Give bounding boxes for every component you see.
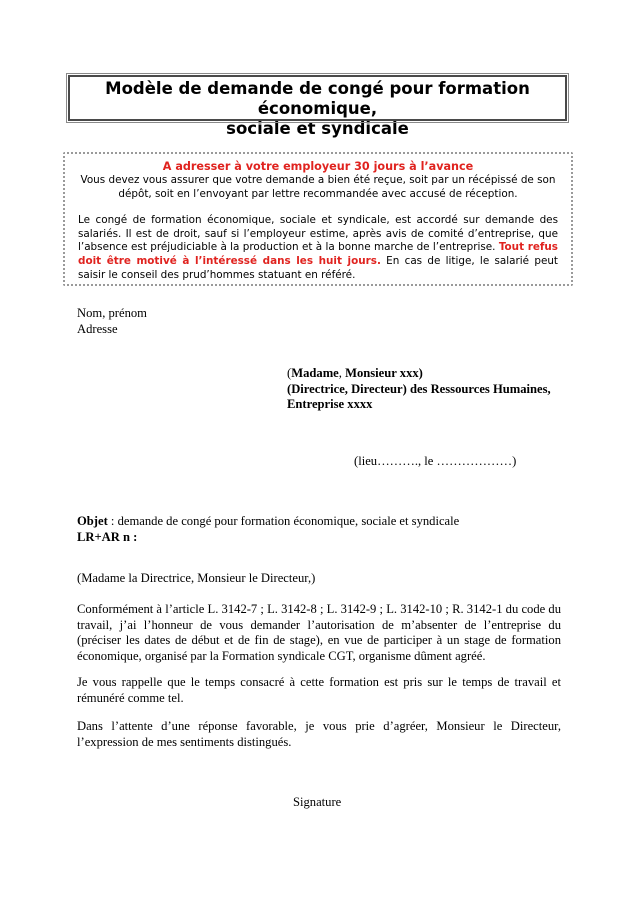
lrar-line: LR+AR n : <box>77 529 138 544</box>
greeting: (Madame la Directrice, Monsieur le Directeur,) <box>77 571 316 585</box>
body-paragraph-1: Conformément à l’article L. 3142-7 ; L. 3142-8 ; L. 3142-9 ; L. 3142-10 ; R. 3142-1 du code du travail, j’ai l’honneur de vous demander l’autorisation de m’absenter de l’entreprise du (préciser les dates de début et de fin de stage), en vue de participer à un stage de formation économique, organisé par la Formation syndicale CGT, organisme dûment agréé. <box>77 602 561 663</box>
title-line-1: Modèle de demande de congé pour formation économique, <box>105 79 530 118</box>
place-date: (lieu………., le ………………) <box>354 454 517 468</box>
notice-para-red: Tout refus doit être motivé à l’intéressé dans les huit jours. <box>78 241 558 267</box>
body-paragraph-2: Je vous rappelle que le temps consacré à cette formation est pris sur le temps de travail et rémunéré comme tel. <box>77 675 561 705</box>
signature: Signature <box>293 795 342 809</box>
page-title <box>68 75 567 138</box>
recipient-line-2: (Directrice, Directeur) des Ressources Humaines, <box>287 381 551 396</box>
object-label: Objet <box>77 514 108 528</box>
sender-address: Adresse <box>77 321 118 336</box>
recipient-monsieur: Monsieur xxx) <box>345 366 423 380</box>
object-block <box>77 514 561 545</box>
object-text: : demande de congé pour formation économique, sociale et syndicale <box>107 514 460 528</box>
recipient-line-1 <box>287 366 587 382</box>
notice-para-start: Le congé de formation économique, sociale et syndicale, est accordé sur demande des salariés. Il est de droit, sauf si l’employeur estime, après avis de comité d’entreprise, que l’absence est préjudiciable à la production et à la bonne marche de l’entreprise. <box>78 214 558 254</box>
recipient-block <box>287 366 587 413</box>
recipient-madame: Madame <box>291 366 339 380</box>
notice-heading: A adresser à votre employeur 30 jours à l’avance <box>162 160 474 173</box>
notice-subtext: Vous devez vous assurer que votre demande a bien été reçue, soit par un récépissé de son dépôt, soit en l’envoyant par lettre recommandée avec accusé de réception. <box>80 174 556 200</box>
notice-para-end: En cas de litige, le salarié peut saisir le conseil des prud’hommes statuant en référé. <box>78 254 558 281</box>
body-paragraph-3: Dans l’attente d’une réponse favorable, je vous prie d’agréer, Monsieur le Directeur, l’expression de mes sentiments distingués. <box>77 719 561 749</box>
title-line-2: sociale et syndicale <box>226 119 409 138</box>
recipient-comma: , <box>338 366 346 380</box>
recipient-paren: ( <box>287 366 292 380</box>
notice-paragraph <box>78 214 558 282</box>
sender-name: Nom, prénom <box>77 306 147 320</box>
recipient-line-3: Entreprise xxxx <box>287 397 373 411</box>
notice-box <box>63 152 573 286</box>
object-line <box>77 514 561 530</box>
sender-block <box>77 306 561 337</box>
